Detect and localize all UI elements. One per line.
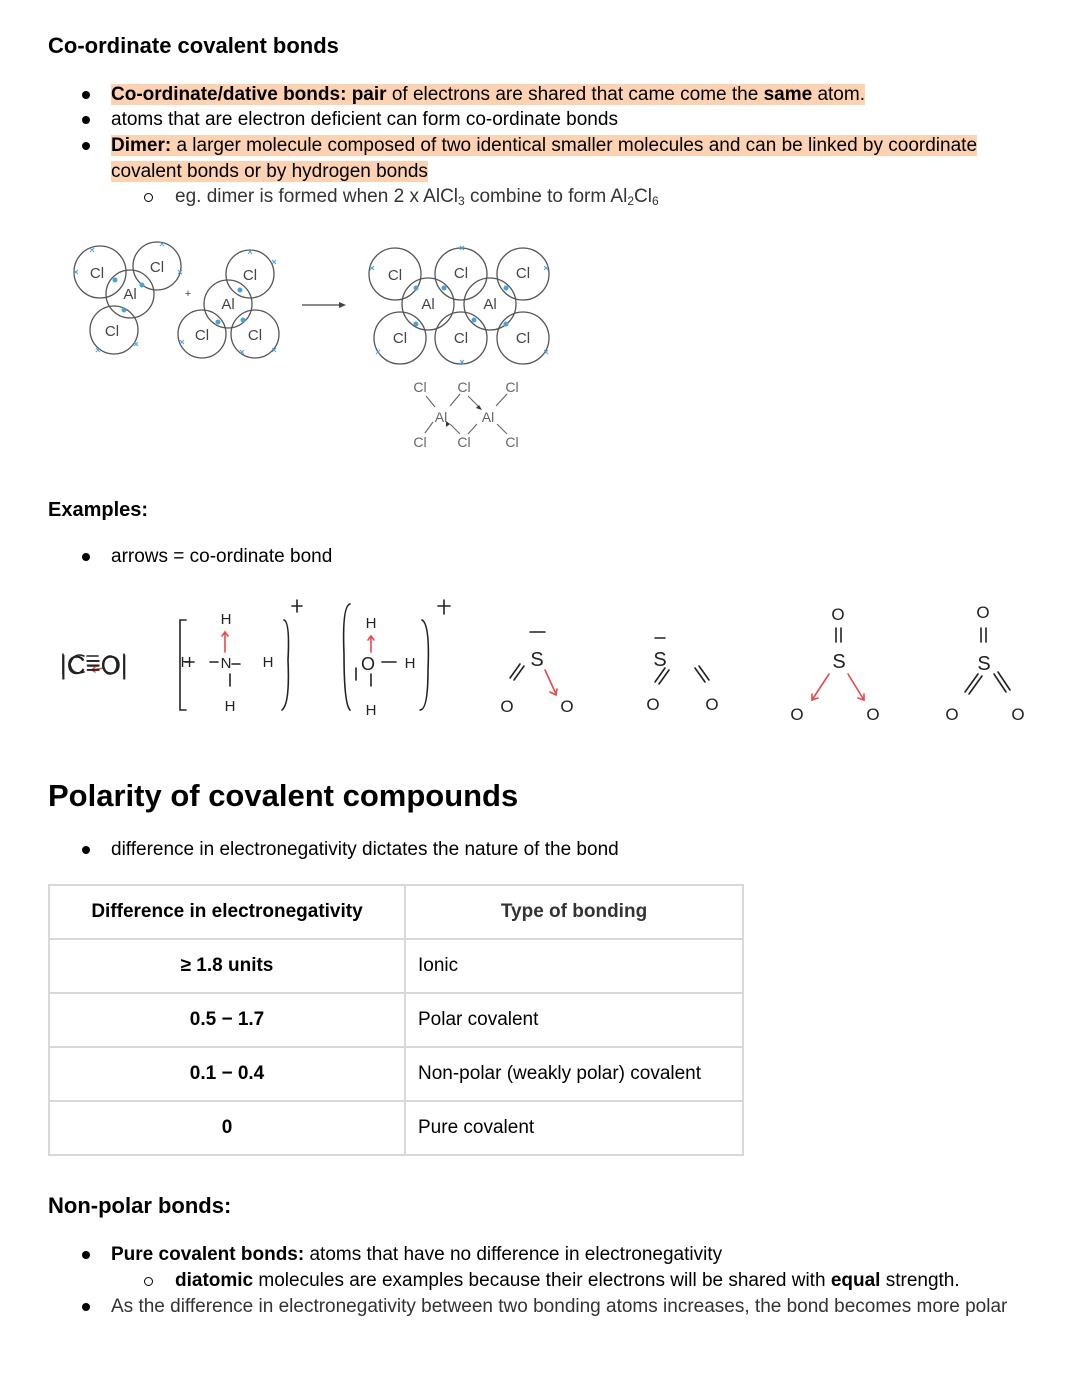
sub-bullet-diatomic	[175, 1268, 960, 1294]
header-type: Type of bonding	[405, 885, 743, 939]
svg-text:S: S	[530, 649, 544, 671]
svg-text:Al: Al	[221, 296, 235, 313]
text: molecules are examples because their electrons will be shared with	[253, 1270, 831, 1291]
svg-text:Al: Al	[483, 296, 497, 313]
term-dimer: Dimer:	[111, 135, 172, 156]
svg-text:Cl: Cl	[457, 379, 471, 395]
bullet-icon	[82, 846, 90, 854]
bullet-dative-definition	[111, 82, 865, 108]
svg-text:Cl: Cl	[413, 379, 427, 395]
svg-text:O: O	[1011, 705, 1025, 724]
svg-text:Cl: Cl	[457, 434, 471, 450]
sub-bullet-dimer-example	[175, 184, 659, 210]
cell-difference: 0	[49, 1101, 405, 1155]
term-dative: Co-ordinate/dative bonds:	[111, 84, 347, 105]
svg-text:O: O	[866, 705, 880, 724]
svg-text:Cl: Cl	[453, 265, 469, 282]
text: Cl	[634, 186, 652, 207]
svg-text:Al: Al	[434, 409, 448, 425]
bullet-icon	[82, 142, 90, 150]
co-structure: |C≡O|	[60, 650, 128, 680]
subscript: 2	[627, 194, 635, 208]
alcl3-dimer-diagram	[60, 230, 580, 470]
heading-polarity: Polarity of covalent compounds	[48, 778, 519, 813]
bullet-electronegativity: difference in electronegativity dictates the nature of the bond	[111, 839, 619, 860]
bullet-icon	[82, 553, 90, 561]
cell-type: Pure covalent	[405, 1101, 743, 1155]
sub-bullet-icon	[144, 1277, 153, 1286]
svg-text:H: H	[262, 654, 274, 671]
svg-text:O: O	[790, 705, 804, 724]
svg-text:Cl: Cl	[104, 323, 120, 340]
svg-text:Cl: Cl	[387, 267, 403, 284]
text: atom.	[812, 84, 865, 105]
text: covalent bonds or by hydrogen bonds	[111, 160, 428, 182]
svg-text:S: S	[832, 651, 846, 673]
cell-type: Ionic	[405, 939, 743, 993]
text: of electrons are shared that came come the	[386, 84, 764, 105]
heading-non-polar-bonds: Non-polar bonds:	[48, 1193, 232, 1218]
svg-text:Cl: Cl	[505, 379, 519, 395]
svg-text:Cl: Cl	[505, 434, 519, 450]
svg-text:Cl: Cl	[515, 265, 531, 282]
term-same: same	[763, 84, 813, 105]
term-equal: equal	[830, 1270, 881, 1291]
header-difference: Difference in electronegativity	[49, 885, 405, 939]
bullet-icon	[82, 116, 90, 124]
svg-text:O: O	[945, 705, 959, 724]
text: combine to form Al	[464, 186, 628, 207]
text: eg. dimer is formed when 2 x AlCl	[175, 186, 459, 207]
svg-text:Cl: Cl	[89, 265, 105, 282]
svg-text:O: O	[976, 603, 990, 622]
term-pair: pair	[351, 84, 387, 105]
bullet-polarity-increase: As the difference in electronegativity between two bonding atoms increases, the bond becomes more polar	[111, 1296, 1008, 1317]
svg-text:Cl: Cl	[149, 259, 165, 276]
svg-text:Cl: Cl	[242, 267, 258, 284]
bullet-pure-covalent	[111, 1242, 722, 1268]
subscript: 6	[651, 194, 659, 208]
electronegativity-table	[48, 884, 744, 1156]
cell-difference: ≥ 1.8 units	[49, 939, 405, 993]
text: strength.	[880, 1270, 960, 1291]
bullet-icon	[82, 1251, 90, 1259]
bullet-icon	[82, 1303, 90, 1311]
heading-examples: Examples:	[48, 499, 149, 521]
svg-text:Cl: Cl	[392, 330, 408, 347]
table-row	[49, 993, 743, 1047]
svg-text:H: H	[404, 655, 416, 672]
text: atoms that have no difference in electronegativity	[304, 1244, 723, 1265]
svg-text:Cl: Cl	[515, 330, 531, 347]
svg-text:Al: Al	[421, 296, 435, 313]
table-row	[49, 939, 743, 993]
svg-text:S: S	[653, 649, 667, 671]
svg-text:O: O	[500, 697, 514, 716]
bullet-icon	[82, 91, 90, 99]
svg-text:N: N	[220, 655, 232, 672]
svg-text:O: O	[831, 605, 845, 624]
bullet-arrows-meaning: arrows = co-ordinate bond	[111, 546, 333, 567]
bullet-electron-deficient: atoms that are electron deficient can form co-ordinate bonds	[111, 109, 618, 130]
text: a larger molecule composed of two identical smaller molecules and can be linked by coordinate	[171, 135, 978, 156]
svg-text:O: O	[646, 695, 660, 714]
table-row	[49, 1101, 743, 1155]
cell-difference: 0.5 − 1.7	[49, 993, 405, 1047]
svg-text:Cl: Cl	[413, 434, 427, 450]
svg-text:Al: Al	[481, 409, 495, 425]
svg-text:Cl: Cl	[247, 327, 263, 344]
svg-text:O: O	[560, 697, 574, 716]
svg-text:H: H	[365, 702, 377, 719]
term-diatomic: diatomic	[175, 1270, 254, 1291]
sub-bullet-icon	[144, 193, 153, 202]
bullet-dimer-definition	[111, 133, 977, 184]
cell-type: Non-polar (weakly polar) covalent	[405, 1047, 743, 1101]
cell-type: Polar covalent	[405, 993, 743, 1047]
heading-coordinate-covalent-bonds: Co-ordinate covalent bonds	[48, 33, 339, 58]
table-header-row	[49, 885, 743, 939]
subscript: 3	[458, 194, 465, 208]
table-row	[49, 1047, 743, 1101]
svg-text:+: +	[184, 288, 192, 300]
term-pure-covalent: Pure covalent bonds:	[111, 1244, 305, 1265]
svg-text:H: H	[180, 654, 192, 671]
cell-difference: 0.1 − 0.4	[49, 1047, 405, 1101]
svg-text:H: H	[224, 698, 236, 715]
svg-text:Cl: Cl	[194, 327, 210, 344]
svg-text:O: O	[360, 654, 376, 674]
svg-text:H: H	[220, 611, 232, 628]
svg-text:O: O	[705, 695, 719, 714]
svg-text:H: H	[365, 615, 377, 632]
svg-text:Cl: Cl	[453, 330, 469, 347]
svg-text:S: S	[977, 653, 991, 675]
svg-text:Al: Al	[123, 286, 137, 303]
coordinate-bond-examples	[40, 590, 1050, 740]
